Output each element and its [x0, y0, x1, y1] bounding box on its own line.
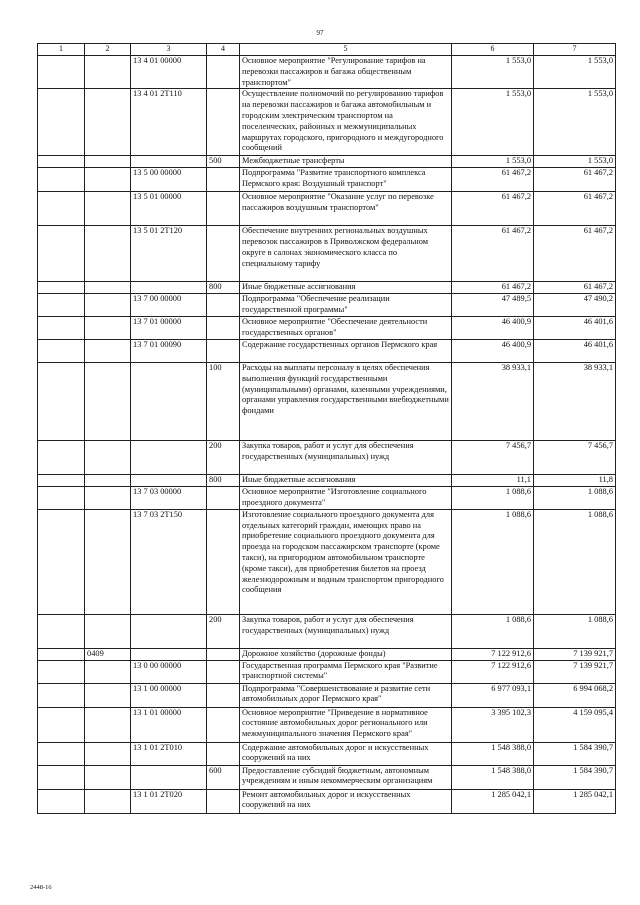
footer-code: 2448-16 — [30, 884, 52, 891]
target-code-cell: 13 4 01 00000 — [131, 56, 207, 89]
amount-year1-cell: 7 456,7 — [452, 440, 534, 474]
expense-type-cell — [207, 89, 240, 156]
budget-table — [37, 43, 616, 814]
table-row — [38, 192, 616, 226]
empty-cell — [38, 316, 85, 339]
expense-type-cell: 800 — [207, 474, 240, 486]
expense-type-cell — [207, 316, 240, 339]
section-code-cell — [85, 789, 131, 813]
section-code-cell — [85, 192, 131, 226]
section-code-cell — [85, 440, 131, 474]
item-name-cell: Основное мероприятие "Регулирование тарифов на перевозки пассажиров и багажа общественным транспортом" — [240, 56, 452, 89]
item-name-cell: Ремонт автомобильных дорог и искусственных сооружений на них — [240, 789, 452, 813]
target-code-cell — [131, 440, 207, 474]
target-code-cell: 13 1 01 00000 — [131, 707, 207, 742]
expense-type-cell — [207, 707, 240, 742]
amount-year2-cell: 46 401,6 — [534, 339, 616, 362]
amount-year2-cell: 61 467,2 — [534, 226, 616, 282]
section-code-cell — [85, 316, 131, 339]
amount-year2-cell: 1 553,0 — [534, 89, 616, 156]
expense-type-cell — [207, 660, 240, 683]
table-row — [38, 362, 616, 440]
table-row — [38, 789, 616, 813]
expense-type-cell: 500 — [207, 156, 240, 168]
expense-type-cell — [207, 486, 240, 509]
amount-year1-cell: 11,1 — [452, 474, 534, 486]
target-code-cell: 13 7 01 00090 — [131, 339, 207, 362]
table-row — [38, 293, 616, 316]
table-row — [38, 509, 616, 614]
expense-type-cell: 200 — [207, 440, 240, 474]
amount-year2-cell: 1 584 390,7 — [534, 742, 616, 765]
amount-year2-cell: 1 553,0 — [534, 56, 616, 89]
empty-cell — [38, 156, 85, 168]
empty-cell — [38, 89, 85, 156]
table-row — [38, 683, 616, 707]
amount-year1-cell: 3 395 102,3 — [452, 707, 534, 742]
section-code-cell — [85, 226, 131, 282]
expense-type-cell — [207, 742, 240, 765]
section-code-cell — [85, 509, 131, 614]
empty-cell — [38, 192, 85, 226]
empty-cell — [38, 683, 85, 707]
empty-cell — [38, 226, 85, 282]
section-code-cell — [85, 707, 131, 742]
amount-year2-cell: 7 456,7 — [534, 440, 616, 474]
amount-year2-cell: 1 285 042,1 — [534, 789, 616, 813]
target-code-cell — [131, 156, 207, 168]
amount-year2-cell: 1 553,0 — [534, 156, 616, 168]
amount-year1-cell: 46 400,9 — [452, 339, 534, 362]
column-header: 4 — [207, 44, 240, 56]
target-code-cell: 13 1 01 2Т020 — [131, 789, 207, 813]
section-code-cell — [85, 683, 131, 707]
amount-year2-cell: 1 088,6 — [534, 509, 616, 614]
expense-type-cell — [207, 192, 240, 226]
target-code-cell — [131, 282, 207, 294]
table-row — [38, 648, 616, 660]
amount-year2-cell: 38 933,1 — [534, 362, 616, 440]
empty-cell — [38, 168, 85, 192]
amount-year2-cell: 61 467,2 — [534, 282, 616, 294]
table-row — [38, 168, 616, 192]
empty-cell — [38, 56, 85, 89]
table-row — [38, 156, 616, 168]
amount-year1-cell: 61 467,2 — [452, 282, 534, 294]
expense-type-cell — [207, 168, 240, 192]
item-name-cell: Содержание государственных органов Пермского края — [240, 339, 452, 362]
column-header: 6 — [452, 44, 534, 56]
amount-year1-cell: 1 088,6 — [452, 614, 534, 648]
column-header: 3 — [131, 44, 207, 56]
amount-year2-cell: 61 467,2 — [534, 168, 616, 192]
item-name-cell: Подпрограмма "Обеспечение реализации государственной программы" — [240, 293, 452, 316]
item-name-cell: Подпрограмма "Развитие транспортного комплекса Пермского края: Воздушный транспорт" — [240, 168, 452, 192]
section-code-cell: 0409 — [85, 648, 131, 660]
section-code-cell — [85, 293, 131, 316]
section-code-cell — [85, 660, 131, 683]
target-code-cell: 13 7 00 00000 — [131, 293, 207, 316]
expense-type-cell — [207, 683, 240, 707]
empty-cell — [38, 742, 85, 765]
target-code-cell: 13 5 01 2Т120 — [131, 226, 207, 282]
target-code-cell: 13 7 03 2Т150 — [131, 509, 207, 614]
expense-type-cell: 200 — [207, 614, 240, 648]
amount-year2-cell: 47 490,2 — [534, 293, 616, 316]
expense-type-cell — [207, 226, 240, 282]
amount-year2-cell: 7 139 921,7 — [534, 660, 616, 683]
target-code-cell — [131, 474, 207, 486]
section-code-cell — [85, 156, 131, 168]
amount-year2-cell: 1 088,6 — [534, 486, 616, 509]
table-row — [38, 316, 616, 339]
expense-type-cell: 600 — [207, 765, 240, 789]
section-code-cell — [85, 56, 131, 89]
amount-year1-cell: 61 467,2 — [452, 226, 534, 282]
empty-cell — [38, 293, 85, 316]
section-code-cell — [85, 474, 131, 486]
amount-year2-cell: 6 994 068,2 — [534, 683, 616, 707]
amount-year1-cell: 1 548 388,0 — [452, 765, 534, 789]
empty-cell — [38, 362, 85, 440]
empty-cell — [38, 440, 85, 474]
amount-year1-cell: 1 553,0 — [452, 56, 534, 89]
item-name-cell: Закупка товаров, работ и услуг для обеспечения государственных (муниципальных) нужд — [240, 614, 452, 648]
expense-type-cell — [207, 509, 240, 614]
section-code-cell — [85, 339, 131, 362]
target-code-cell: 13 0 00 00000 — [131, 660, 207, 683]
table-row — [38, 614, 616, 648]
amount-year2-cell: 1 584 390,7 — [534, 765, 616, 789]
section-code-cell — [85, 614, 131, 648]
amount-year1-cell: 46 400,9 — [452, 316, 534, 339]
expense-type-cell — [207, 648, 240, 660]
item-name-cell: Содержание автомобильных дорог и искусственных сооружений на них — [240, 742, 452, 765]
section-code-cell — [85, 765, 131, 789]
empty-cell — [38, 474, 85, 486]
item-name-cell: Государственная программа Пермского края "Развитие транспортной системы" — [240, 660, 452, 683]
amount-year1-cell: 1 553,0 — [452, 89, 534, 156]
amount-year1-cell: 61 467,2 — [452, 192, 534, 226]
amount-year2-cell: 11,8 — [534, 474, 616, 486]
amount-year1-cell: 47 489,5 — [452, 293, 534, 316]
amount-year1-cell: 1 088,6 — [452, 509, 534, 614]
table-row — [38, 339, 616, 362]
item-name-cell: Межбюджетные трансферты — [240, 156, 452, 168]
table-row — [38, 440, 616, 474]
empty-cell — [38, 648, 85, 660]
item-name-cell: Предоставление субсидий бюджетным, автономным учреждениям и иным некоммерческим организациям — [240, 765, 452, 789]
expense-type-cell: 100 — [207, 362, 240, 440]
amount-year2-cell: 7 139 921,7 — [534, 648, 616, 660]
empty-cell — [38, 707, 85, 742]
expense-type-cell — [207, 293, 240, 316]
target-code-cell: 13 1 00 00000 — [131, 683, 207, 707]
column-header: 5 — [240, 44, 452, 56]
table-row — [38, 742, 616, 765]
target-code-cell: 13 1 01 2Т010 — [131, 742, 207, 765]
amount-year1-cell: 7 122 912,6 — [452, 648, 534, 660]
target-code-cell: 13 7 01 00000 — [131, 316, 207, 339]
item-name-cell: Дорожное хозяйство (дорожные фонды) — [240, 648, 452, 660]
table-row — [38, 56, 616, 89]
amount-year2-cell: 46 401,6 — [534, 316, 616, 339]
item-name-cell: Осуществление полномочий по регулированию тарифов на перевозки пассажиров и багажа автомобильным и городским электрическим транспортом на поселенческих, районных и межмуниципальных маршрутах городского, пригородного и междугородного сообщений — [240, 89, 452, 156]
target-code-cell — [131, 614, 207, 648]
column-header: 2 — [85, 44, 131, 56]
table-row — [38, 89, 616, 156]
target-code-cell: 13 5 00 00000 — [131, 168, 207, 192]
empty-cell — [38, 339, 85, 362]
target-code-cell — [131, 765, 207, 789]
column-header: 7 — [534, 44, 616, 56]
empty-cell — [38, 509, 85, 614]
empty-cell — [38, 282, 85, 294]
table-row — [38, 226, 616, 282]
item-name-cell: Обеспечение внутренних региональных воздушных перевозок пассажиров в Приволжском федеральном округе в салонах экономического класса по специальному тарифу — [240, 226, 452, 282]
expense-type-cell: 800 — [207, 282, 240, 294]
item-name-cell: Закупка товаров, работ и услуг для обеспечения государственных (муниципальных) нужд — [240, 440, 452, 474]
empty-cell — [38, 660, 85, 683]
item-name-cell: Основное мероприятие "Оказание услуг по перевозке пассажиров воздушным транспортом" — [240, 192, 452, 226]
item-name-cell: Подпрограмма "Совершенствование и развитие сети автомобильных дорог Пермского края" — [240, 683, 452, 707]
table-row — [38, 486, 616, 509]
amount-year2-cell: 4 159 095,4 — [534, 707, 616, 742]
target-code-cell: 13 5 01 00000 — [131, 192, 207, 226]
amount-year1-cell: 1 088,6 — [452, 486, 534, 509]
item-name-cell: Изготовление социального проездного документа для отдельных категорий граждан, имеющих право на приобретение социального проездного документа для проезда на городском пассажирском транспорте (кроме такси), на пригородном автомобильном транспорте (кроме такси), для приобретения билетов на проезд железнодорожным и водным транспортом пригородного сообщения — [240, 509, 452, 614]
target-code-cell — [131, 648, 207, 660]
page-number: 97 — [316, 29, 324, 37]
table-header-row — [38, 44, 616, 56]
item-name-cell: Основное мероприятие "Приведение в нормативное состояние автомобильных дорог регионального или межмуниципального значения Пермского края" — [240, 707, 452, 742]
amount-year1-cell: 1 548 388,0 — [452, 742, 534, 765]
amount-year1-cell: 1 553,0 — [452, 156, 534, 168]
item-name-cell: Основное мероприятие "Изготовление социального проездного документа" — [240, 486, 452, 509]
amount-year1-cell: 1 285 042,1 — [452, 789, 534, 813]
section-code-cell — [85, 168, 131, 192]
empty-cell — [38, 789, 85, 813]
target-code-cell: 13 4 01 2Т110 — [131, 89, 207, 156]
table-row — [38, 660, 616, 683]
target-code-cell: 13 7 03 00000 — [131, 486, 207, 509]
empty-cell — [38, 614, 85, 648]
amount-year1-cell: 61 467,2 — [452, 168, 534, 192]
table-row — [38, 707, 616, 742]
table-row — [38, 474, 616, 486]
column-header: 1 — [38, 44, 85, 56]
section-code-cell — [85, 282, 131, 294]
amount-year2-cell: 1 088,6 — [534, 614, 616, 648]
section-code-cell — [85, 89, 131, 156]
expense-type-cell — [207, 339, 240, 362]
table-row — [38, 765, 616, 789]
item-name-cell: Иные бюджетные ассигнования — [240, 282, 452, 294]
amount-year1-cell: 6 977 093,1 — [452, 683, 534, 707]
empty-cell — [38, 486, 85, 509]
item-name-cell: Расходы на выплаты персоналу в целях обеспечения выполнения функций государственными (муниципальными) органами, казенными учреждениями, органами управления государственными внебюджетными фондами — [240, 362, 452, 440]
section-code-cell — [85, 742, 131, 765]
expense-type-cell — [207, 56, 240, 89]
amount-year1-cell: 7 122 912,6 — [452, 660, 534, 683]
expense-type-cell — [207, 789, 240, 813]
empty-cell — [38, 765, 85, 789]
item-name-cell: Основное мероприятие "Обеспечение деятельности государственных органов" — [240, 316, 452, 339]
section-code-cell — [85, 486, 131, 509]
target-code-cell — [131, 362, 207, 440]
amount-year2-cell: 61 467,2 — [534, 192, 616, 226]
item-name-cell: Иные бюджетные ассигнования — [240, 474, 452, 486]
section-code-cell — [85, 362, 131, 440]
table-row — [38, 282, 616, 294]
amount-year1-cell: 38 933,1 — [452, 362, 534, 440]
